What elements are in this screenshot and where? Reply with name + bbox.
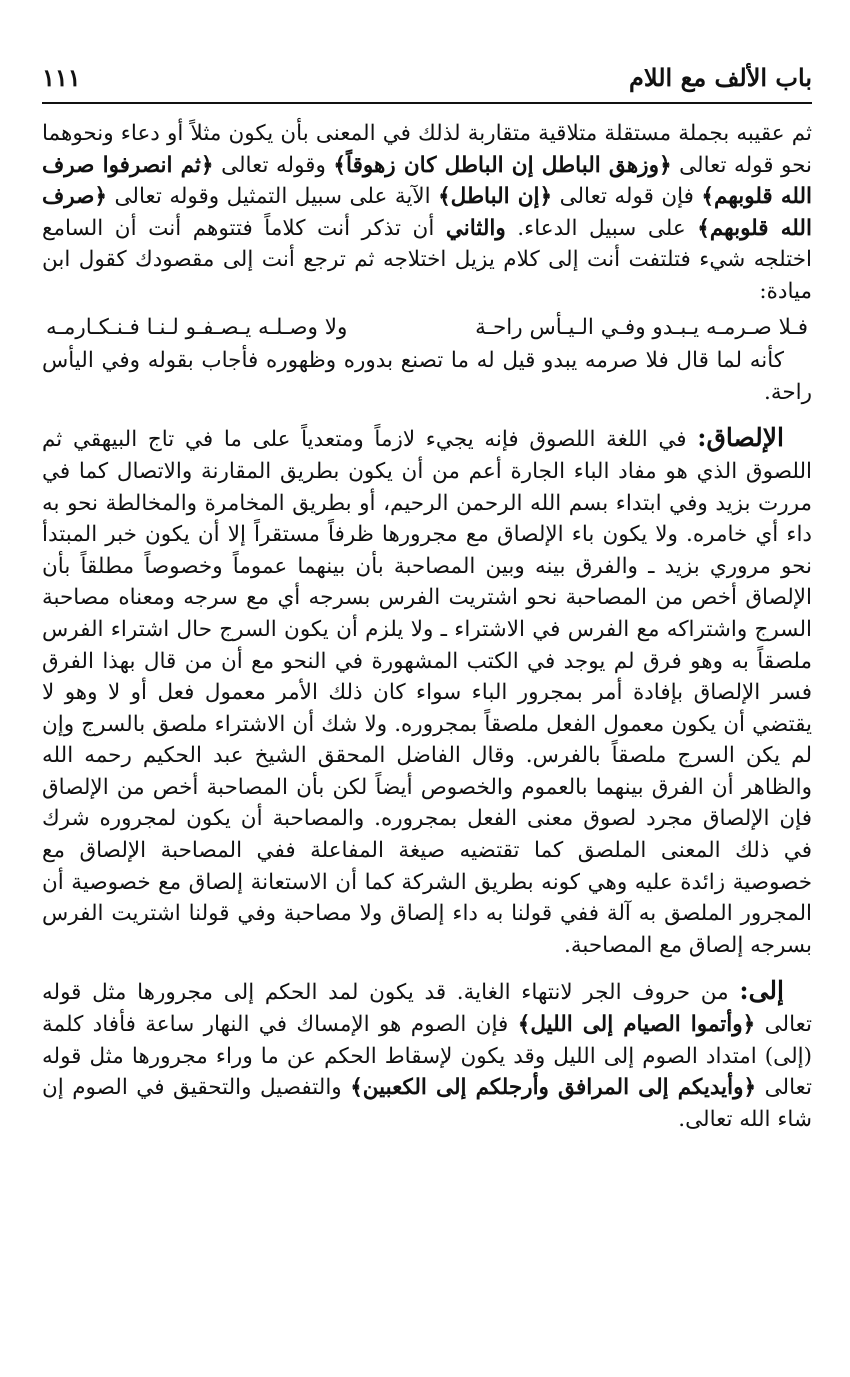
poem-hemistich-second: ولا وصـلـه يـصـفـو لـنـا فـنـكـارمـه (46, 314, 348, 340)
text-span: أن تذكر أنت كلاماً فتتوهم أنت أن السامع اختلجه شيء فتلتفت أنت إلى كلام يزيل اختلاجه ثم ترجع أنت إلى مقصودك كقول ابن ميادة: (42, 215, 812, 304)
text-span: والتفصيل والتحقيق في الصوم إن شاء الله تعالى. (42, 1075, 812, 1132)
paragraph-examples (42, 118, 812, 308)
entry-body-ilsaq: في اللغة اللصوق فإنه يجيء لازماً ومتعدياً على ما في تاج البيهقي ثم اللصوق الذي هو مفاد الباء الجارة أعم من أن يكون بطريق المقارنة والاتصال كما في مررت بزيد وفي ابتداء بسم الله الرحمن الرحيم، أو بطريق المخامرة والمخالطة نحو به داء أي خامره. ولا يكون باء الإلصاق مع مجرورها ظرفاً مستقراً إلا أن يكون خبر المبتدأ نحو مروري بزيد ـ والفرق بينه وبين المصاحبة بأن بينهما عموماً وخصوصاً مطلقاً بأن الإلصاق أخص من المصاحبة نحو اشتريت الفرس بسرجه أي مع سرجه ومعناه مصاحبة السرج واشتراكه مع الفرس في الاشتراء ـ ولا يلزم أن يكون السرج حال اشتراء الفرس ملصقاً به وهو فرق لم يوجد في الكتب المشهورة في النحو مع أن من قال بهذا الفرق فسر الإلصاق بإفادة أمر بمجرور الباء سواء كان ذلك الأمر معمول فعل أو لا وهو لا يقتضي أن يكون معمول الفعل ملصقاً بمجروره. ولا شك أن الاشتراء ملصق بالسرج وإن لم يكن السرج ملصقاً بالفرس. وقال الفاضل المحقق الشيخ عبد الحكيم رحمه الله والظاهر أن الفرق بينهما بالعموم والخصوص أيضاً لكن بأن المصاحبة أخص من الإلصاق فإن الإلصاق مجرد لصوق معنى الفعل بمجروره. والمصاحبة أن يكون لمجروره شرك في ذلك المعنى الملصق كما تقتضيه صيغة المفاعلة ففي المصاحبة الإلصاق مع خصوصية زائدة عليه وهي كونه بطريق الشركة كما أن الاستعانة إلصاق مع خصوصية أن المجرور الملصق به آلة ففي قولنا به داء إلصاق ولا مصاحبة وفي قولنا اشتريت الفرس بسرجه إلصاق مع المصاحبة. (42, 427, 812, 958)
text-span: فإن الصوم هو الإمساك في النهار ساعة فأفاد كلمة (إلى) امتداد الصوم إلى الليل وقد يكون لإسقاط الحكم عن ما وراء مجرورها مثل قوله تعالى (42, 1012, 812, 1101)
entry-ila (42, 975, 812, 1135)
text-span: من حروف الجر لانتهاء الغاية. قد يكون لمد الحكم إلى مجرورها مثل قوله تعالى (42, 980, 812, 1038)
quran-quote: ﴿وأيديكم إلى المرافق وأرجلكم إلى الكعبين﴾ (350, 1075, 757, 1101)
text-span: ثم عقيبه بجملة مستقلة متلاقية متقاربة لذلك في المعنى بأن يكون مثلاً أو دعاء ونحوهما نحو قوله تعالى (42, 121, 813, 178)
poem-commentary: كأنه لما قال فلا صرمه يبدو قيل له ما تصنع بدوره وظهوره فأجاب بقوله وفي اليأس راحة. (42, 348, 812, 405)
text-span: وقوله تعالى (221, 152, 326, 178)
quran-quote: ﴿إن الباطل﴾ (438, 184, 553, 210)
entry-term-ila: إلى: (739, 976, 784, 1006)
spacer (42, 961, 812, 975)
text-span: الآية على سبيل التمثيل وقوله تعالى (114, 184, 431, 210)
spacer (42, 408, 812, 422)
entry-ilsaq (42, 422, 812, 961)
header-rule (42, 102, 812, 104)
quran-quote: ﴿وأتموا الصيام إلى الليل﴾ (517, 1012, 756, 1038)
second-type-label: والثاني (445, 215, 506, 241)
text-span: فإن قوله تعالى (559, 184, 694, 210)
quran-quote: ﴿ثم انصرفوا صرف الله قلوبهم﴾ (42, 152, 812, 210)
quran-quote: ﴿صرف الله قلوبهم﴾ (42, 184, 812, 241)
text-span: على سبيل الدعاء. (517, 215, 686, 241)
quran-quote: ﴿وزهق الباطل إن الباطل كان زهوقاً﴾ (333, 152, 672, 178)
page-number: ١١١ (42, 63, 81, 92)
poem-hemistich-first: فـلا صـرمـه يـبـدو وفـي الـيـأس راحـة (475, 314, 808, 340)
poem-verse (42, 312, 812, 344)
entry-term-ilsaq: الإلصاق: (697, 423, 784, 453)
running-head (42, 62, 812, 98)
chapter-title: باب الألف مع اللام (629, 63, 812, 92)
